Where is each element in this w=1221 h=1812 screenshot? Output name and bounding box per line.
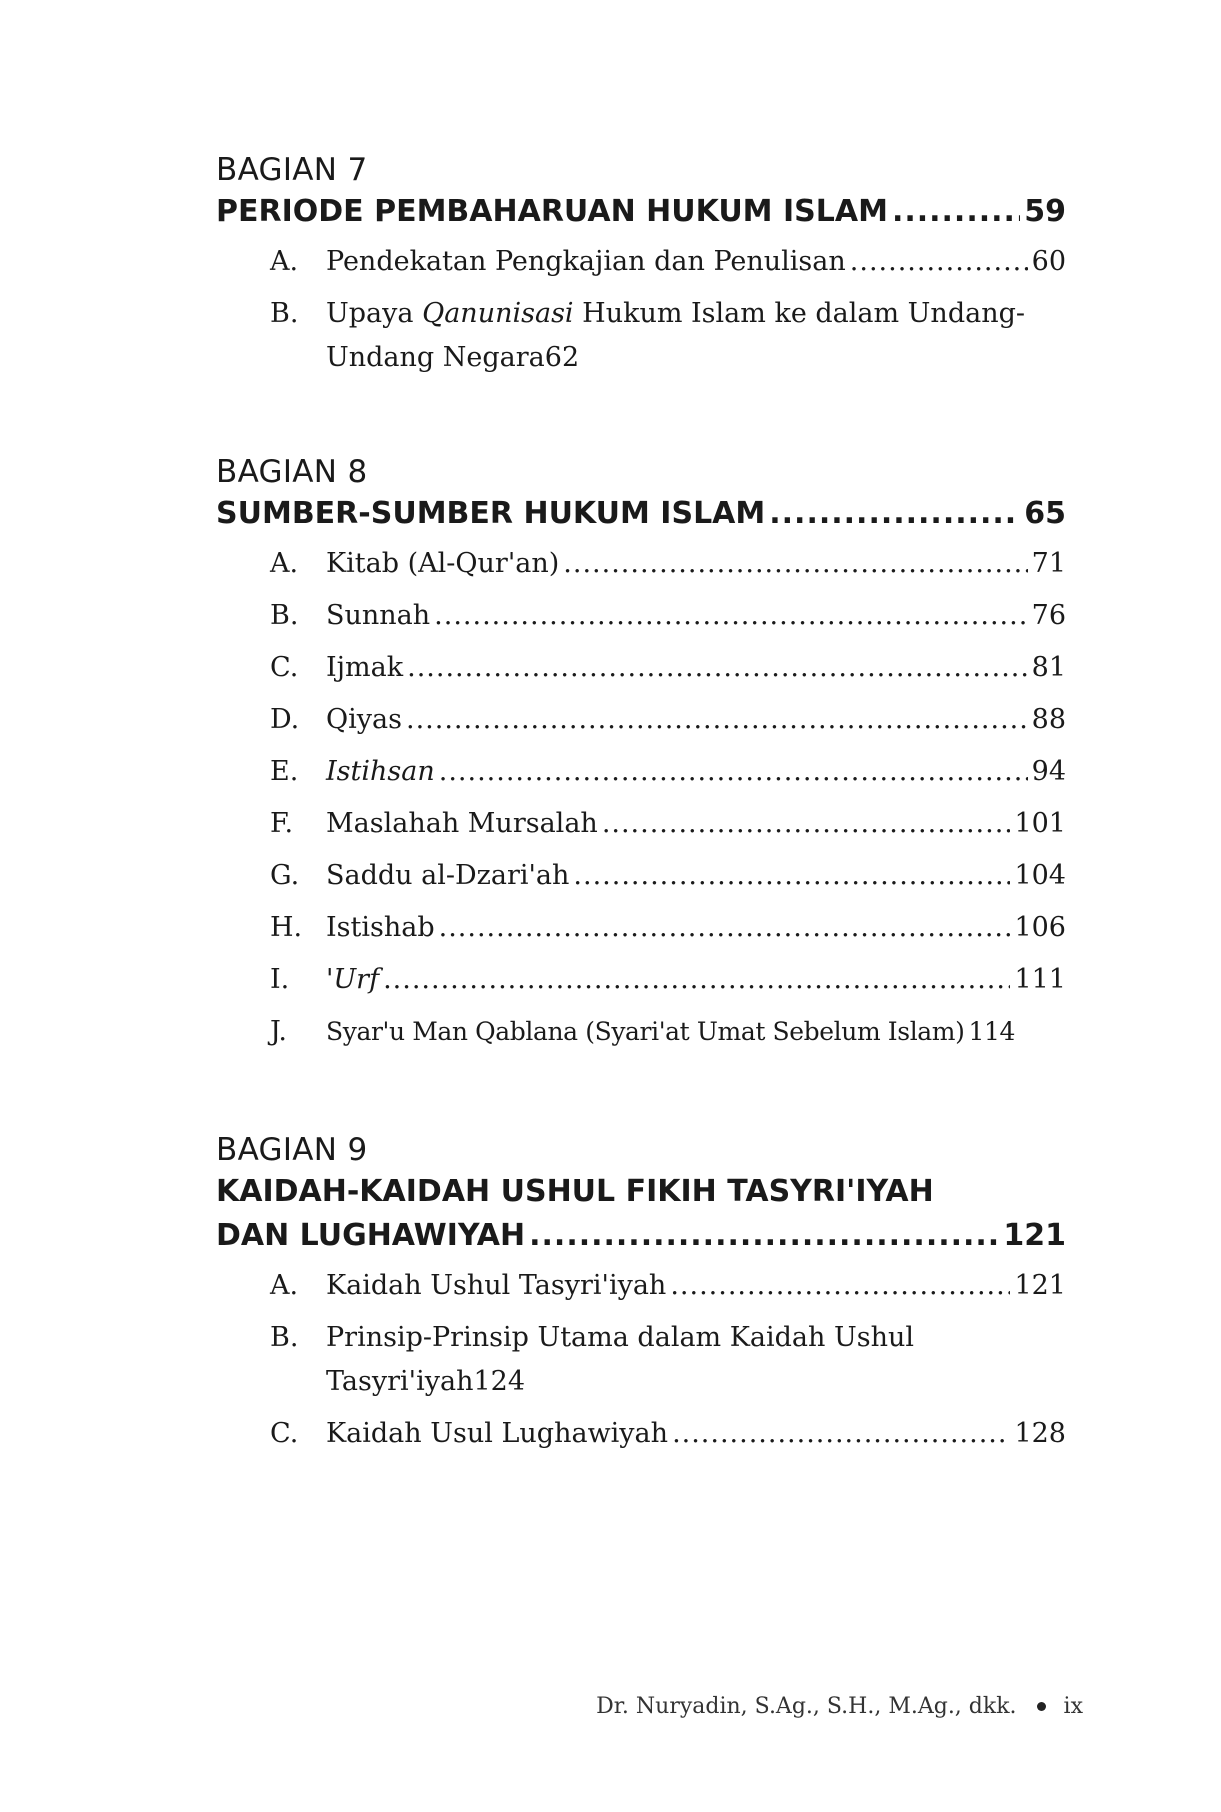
dot-leader <box>892 190 1020 234</box>
entry-title: Istihsan <box>326 756 435 787</box>
entry-page: 106 <box>1014 912 1066 943</box>
entry-page: 81 <box>1031 652 1066 683</box>
entry-page: 128 <box>1014 1418 1066 1449</box>
entry-title-line1 <box>326 292 1066 336</box>
part-label: BAGIAN 7 <box>216 152 368 188</box>
toc-entry[interactable] <box>216 1010 1066 1054</box>
section-bagian-8 <box>216 452 1066 1062</box>
entry-title-line2: Undang Negara <box>326 342 545 373</box>
entry-letter: C. <box>270 1418 299 1449</box>
dot-leader <box>434 594 1027 638</box>
entry-title: Sunnah <box>326 600 431 631</box>
entry-letter: A. <box>270 548 299 579</box>
part-label: BAGIAN 9 <box>216 1132 368 1168</box>
entry-title: Syar'u Man Qablana (Syari'at Umat Sebelum Islam) <box>326 1017 965 1046</box>
toc-entry[interactable] <box>216 1412 1066 1456</box>
dot-leader <box>769 492 1020 536</box>
entry-title: Saddu al-Dzari'ah <box>326 860 570 891</box>
entry-title-pre: Upaya <box>326 298 423 329</box>
entry-letter: C. <box>270 652 299 683</box>
dot-leader <box>670 1264 1010 1308</box>
bullet-icon <box>1037 1702 1046 1711</box>
dot-leader <box>563 542 1027 586</box>
chapter-title: PERIODE PEMBAHARUAN HUKUM ISLAM <box>216 194 888 229</box>
page-footer <box>596 1694 1083 1719</box>
toc-entry[interactable] <box>216 594 1066 638</box>
toc-entry[interactable] <box>216 542 1066 586</box>
entry-page: 60 <box>1031 246 1066 277</box>
toc-entry[interactable] <box>216 646 1066 690</box>
part-label: BAGIAN 8 <box>216 454 368 490</box>
entry-letter: F. <box>270 808 294 839</box>
entry-title: Kaidah Ushul Tasyri'iyah <box>326 1270 667 1301</box>
entry-title: Pendekatan Pengkajian dan Penulisan <box>326 246 846 277</box>
entry-title-italic: Qanunisasi <box>422 298 574 329</box>
footer-author: Dr. Nuryadin, S.Ag., S.H., M.Ag., dkk. <box>596 1694 1017 1719</box>
chapter-heading[interactable] <box>216 492 1066 536</box>
dot-leader <box>383 958 1010 1002</box>
entry-page: 124 <box>473 1366 526 1397</box>
dot-leader <box>439 906 1011 950</box>
entry-letter: A. <box>270 246 299 277</box>
footer-page-number: ix <box>1063 1694 1083 1719</box>
chapter-title-line2: DAN LUGHAWIYAH <box>216 1218 526 1253</box>
chapter-page: 121 <box>1003 1218 1066 1253</box>
entry-title-line1: Prinsip-Prinsip Utama dalam Kaidah Ushul <box>326 1322 915 1353</box>
entry-letter: I. <box>270 964 290 995</box>
dot-leader <box>407 646 1028 690</box>
toc-entry[interactable] <box>216 802 1066 846</box>
entry-letter: J. <box>270 1016 287 1047</box>
entry-letter: G. <box>270 860 300 891</box>
entry-page: 111 <box>1014 964 1066 995</box>
chapter-page: 65 <box>1024 496 1066 531</box>
toc-entry[interactable] <box>216 750 1066 794</box>
toc-entry[interactable] <box>216 698 1066 742</box>
entry-page: 62 <box>544 342 580 373</box>
chapter-heading[interactable] <box>216 1214 1066 1258</box>
section-bagian-9 <box>216 1130 1066 1464</box>
chapter-title-line1: KAIDAH-KAIDAH USHUL FIKIH TASYRI'IYAH <box>216 1174 934 1209</box>
entry-title: Qiyas <box>326 704 402 735</box>
chapter-title: SUMBER-SUMBER HUKUM ISLAM <box>216 496 766 531</box>
toc-entry[interactable] <box>216 1264 1066 1308</box>
toc-entry[interactable] <box>216 854 1066 898</box>
entry-page: 76 <box>1031 600 1066 631</box>
toc-entry[interactable] <box>216 906 1066 950</box>
entry-title-post: Hukum Islam ke dalam Undang- <box>573 298 1025 329</box>
entry-letter: H. <box>270 912 303 943</box>
dot-leader <box>573 854 1010 898</box>
toc-entry[interactable] <box>216 240 1066 284</box>
entry-page: 101 <box>1014 808 1066 839</box>
entry-page: 114 <box>968 1017 1015 1046</box>
entry-title-line2-row <box>326 1360 1066 1404</box>
chapter-heading[interactable] <box>216 190 1066 234</box>
entry-page: 121 <box>1014 1270 1066 1301</box>
entry-page: 104 <box>1014 860 1066 891</box>
entry-page: 71 <box>1031 548 1066 579</box>
entry-title: Istishab <box>326 912 435 943</box>
chapter-page: 59 <box>1024 194 1066 229</box>
section-bagian-7 <box>216 150 1066 388</box>
entry-title-line2-row <box>326 336 1066 380</box>
entry-letter: A. <box>270 1270 299 1301</box>
entry-title: Ijmak <box>326 652 404 683</box>
dot-leader <box>672 1412 1010 1456</box>
entry-title-line2: Tasyri'iyah <box>326 1366 474 1397</box>
dot-leader <box>406 698 1028 742</box>
entry-title: Maslahah Mursalah <box>326 808 598 839</box>
entry-letter: B. <box>270 1322 299 1353</box>
entry-page: 94 <box>1031 756 1066 787</box>
toc-entry[interactable] <box>216 292 1066 380</box>
dot-leader <box>439 750 1028 794</box>
entry-title: Kitab (Al-Qur'an) <box>326 548 560 579</box>
entry-title: 'Urf <box>326 964 380 995</box>
toc-entry[interactable] <box>216 1316 1066 1404</box>
dot-leader <box>602 802 1011 846</box>
entry-letter: E. <box>270 756 299 787</box>
dot-leader <box>850 240 1028 284</box>
entry-letter: D. <box>270 704 300 735</box>
toc-entry[interactable] <box>216 958 1066 1002</box>
dot-leader <box>529 1214 999 1258</box>
entry-page: 88 <box>1031 704 1066 735</box>
entry-letter: B. <box>270 298 299 329</box>
entry-title: Kaidah Usul Lughawiyah <box>326 1418 669 1449</box>
entry-letter: B. <box>270 600 299 631</box>
